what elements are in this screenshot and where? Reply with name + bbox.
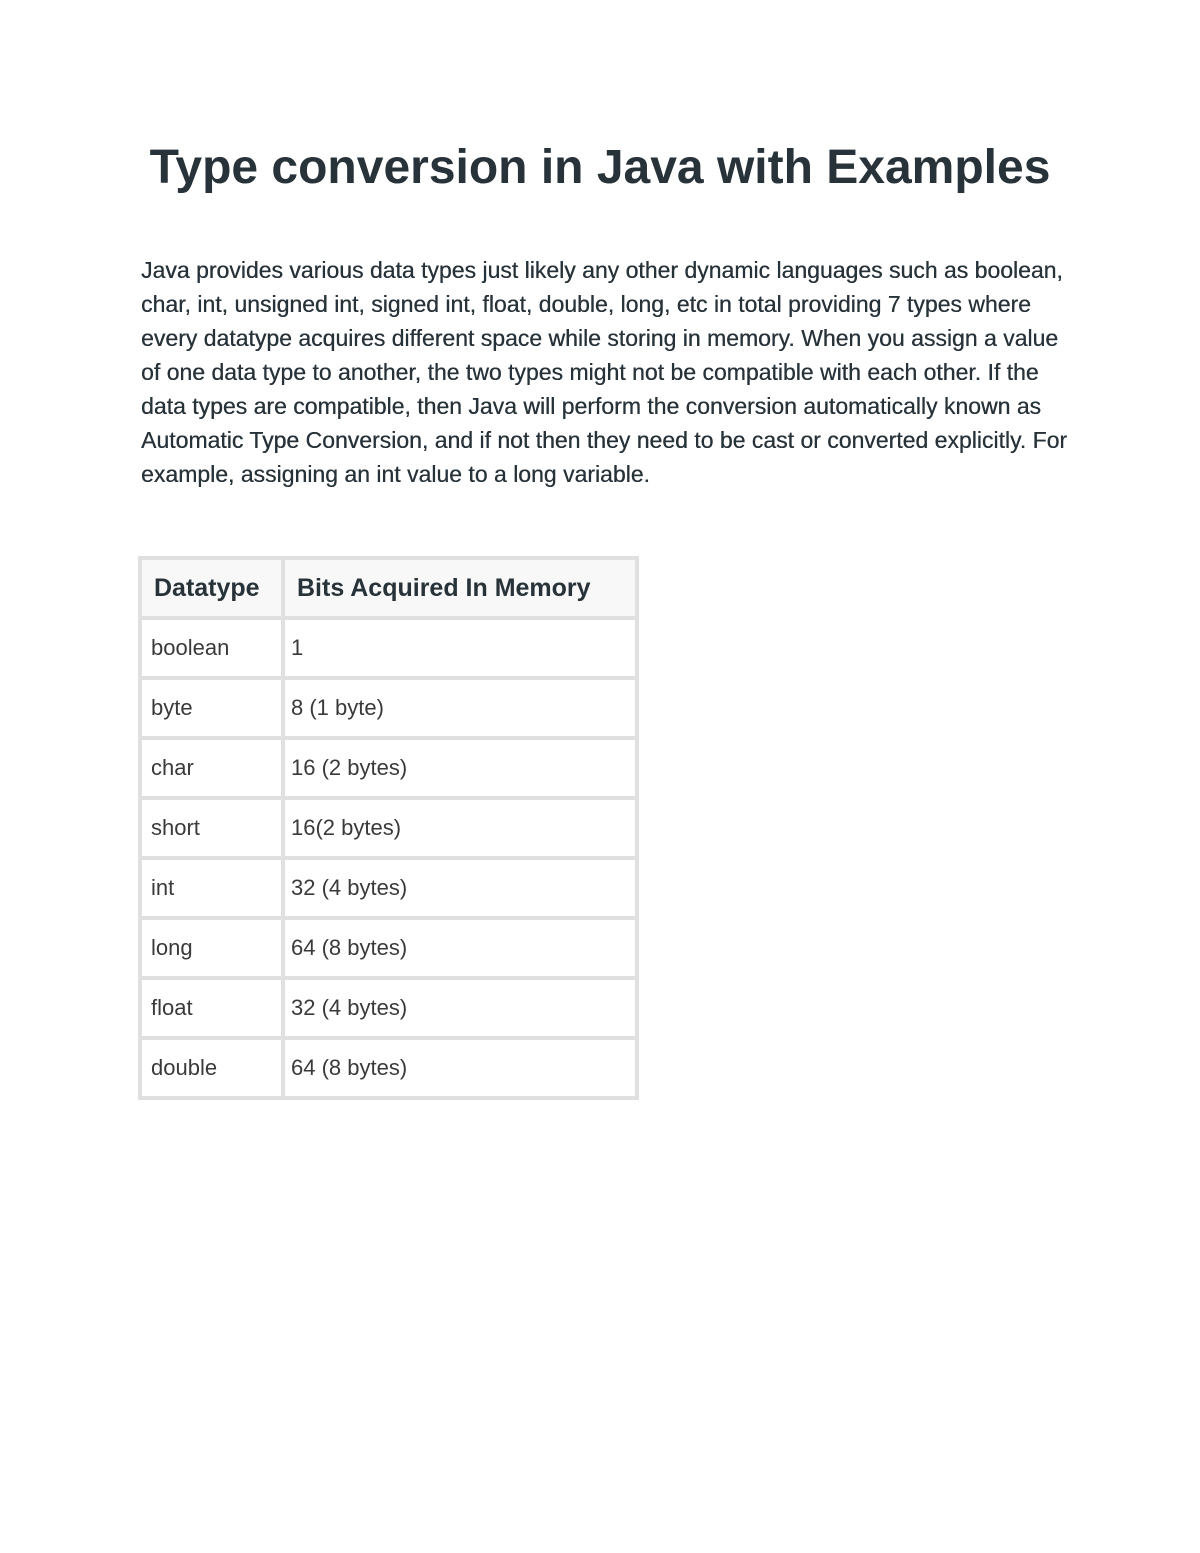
table-row (142, 800, 635, 856)
datatype-cell: char (142, 740, 281, 796)
bits-cell: 1 (285, 620, 635, 676)
table-header-row (142, 560, 635, 616)
table-row (142, 860, 635, 916)
table-row (142, 1040, 635, 1096)
header-bits: Bits Acquired In Memory (285, 560, 635, 616)
bits-cell: 32 (4 bytes) (285, 860, 635, 916)
datatype-cell: short (142, 800, 281, 856)
header-datatype: Datatype (142, 560, 281, 616)
table-row (142, 980, 635, 1036)
datatype-cell: double (142, 1040, 281, 1096)
table-row (142, 620, 635, 676)
datatype-cell: byte (142, 680, 281, 736)
datatype-cell: boolean (142, 620, 281, 676)
datatype-cell: int (142, 860, 281, 916)
bits-cell: 16 (2 bytes) (285, 740, 635, 796)
datatype-cell: float (142, 980, 281, 1036)
datatype-table (138, 556, 639, 1100)
bits-cell: 32 (4 bytes) (285, 980, 635, 1036)
datatype-table-container (138, 556, 639, 1100)
table-row (142, 740, 635, 796)
table-row (142, 680, 635, 736)
table-row (142, 920, 635, 976)
bits-cell: 64 (8 bytes) (285, 920, 635, 976)
bits-cell: 16(2 bytes) (285, 800, 635, 856)
datatype-cell: long (142, 920, 281, 976)
page-title: Type conversion in Java with Examples (149, 141, 1051, 194)
bits-cell: 8 (1 byte) (285, 680, 635, 736)
bits-cell: 64 (8 bytes) (285, 1040, 635, 1096)
intro-paragraph: Java provides various data types just likely any other dynamic languages such as boolean, char, int, unsigned int, signed int, float, double, long, etc in total providing 7 types where every datatype acquires different space while storing in memory. When you assign a value of one data type to another, the two types might not be compatible with each other. If the data types are compatible, then Java will perform the conversion automatically known as Automatic Type Conversion, and if not then they need to be cast or converted explicitly. For example, assigning an int value to a long variable. (141, 257, 1068, 487)
